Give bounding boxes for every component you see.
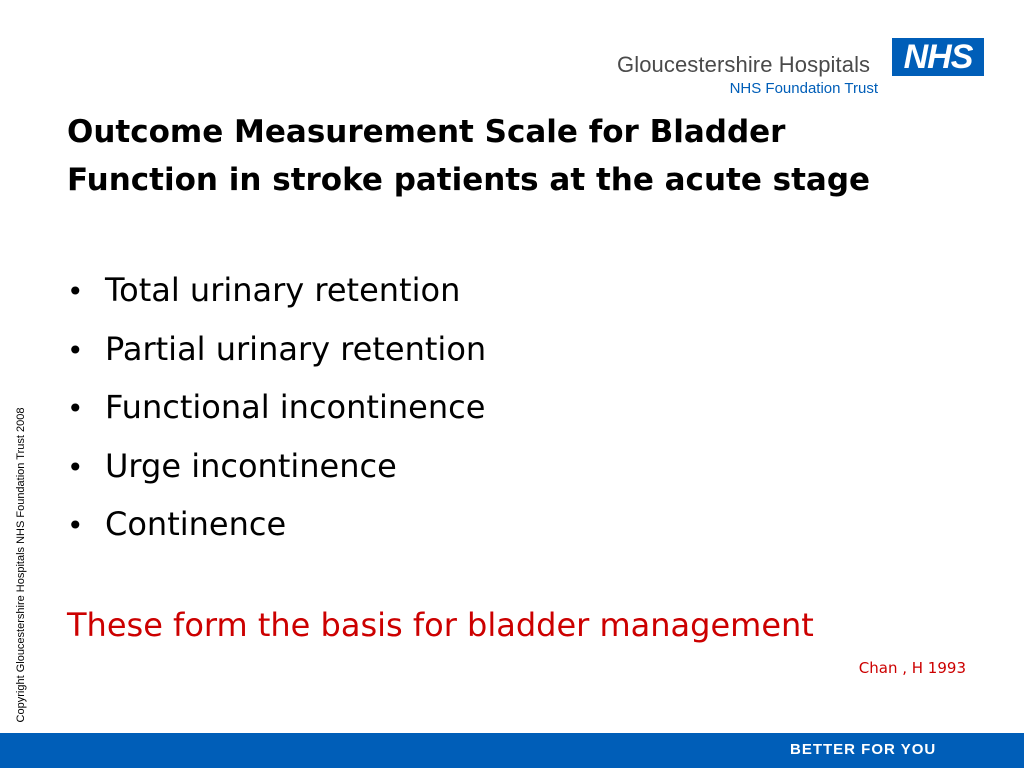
nhs-logo-icon: NHS	[892, 38, 984, 76]
bullet-icon: •	[67, 275, 84, 308]
list-item	[67, 496, 486, 555]
list-item-text: Continence	[105, 505, 287, 543]
list-item-text: Urge incontinence	[105, 446, 397, 485]
footer-slogan: BETTER FOR YOU	[790, 741, 937, 758]
list-item-text: Partial urinary retention	[105, 329, 487, 368]
list-item	[67, 262, 486, 321]
slide-title	[67, 108, 987, 204]
list-item	[67, 321, 486, 380]
list-item	[67, 379, 486, 438]
org-name: Gloucestershire Hospitals	[617, 52, 871, 77]
list-item-text: Functional incontinence	[105, 388, 486, 426]
list-item-text: Total urinary retention	[105, 271, 461, 309]
list-item	[67, 438, 486, 497]
bullet-icon: •	[67, 333, 84, 367]
slide-title-line-1: Outcome Measurement Scale for Bladder	[67, 114, 786, 150]
bullet-icon: •	[67, 392, 84, 425]
org-subtitle: NHS Foundation Trust	[729, 80, 878, 97]
bullet-list	[67, 262, 486, 555]
bullet-icon: •	[67, 509, 84, 542]
copyright-notice: Copyright Gloucestershire Hospitals NHS Foundation Trust 2008	[15, 407, 27, 723]
slide-title-line-2: Function in stroke patients at the acute stage	[67, 162, 871, 198]
conclusion-text: These form the basis for bladder management	[67, 606, 814, 644]
footer-bar	[0, 733, 1024, 768]
citation-text: Chan , H 1993	[858, 659, 966, 677]
bullet-icon: •	[67, 450, 84, 484]
